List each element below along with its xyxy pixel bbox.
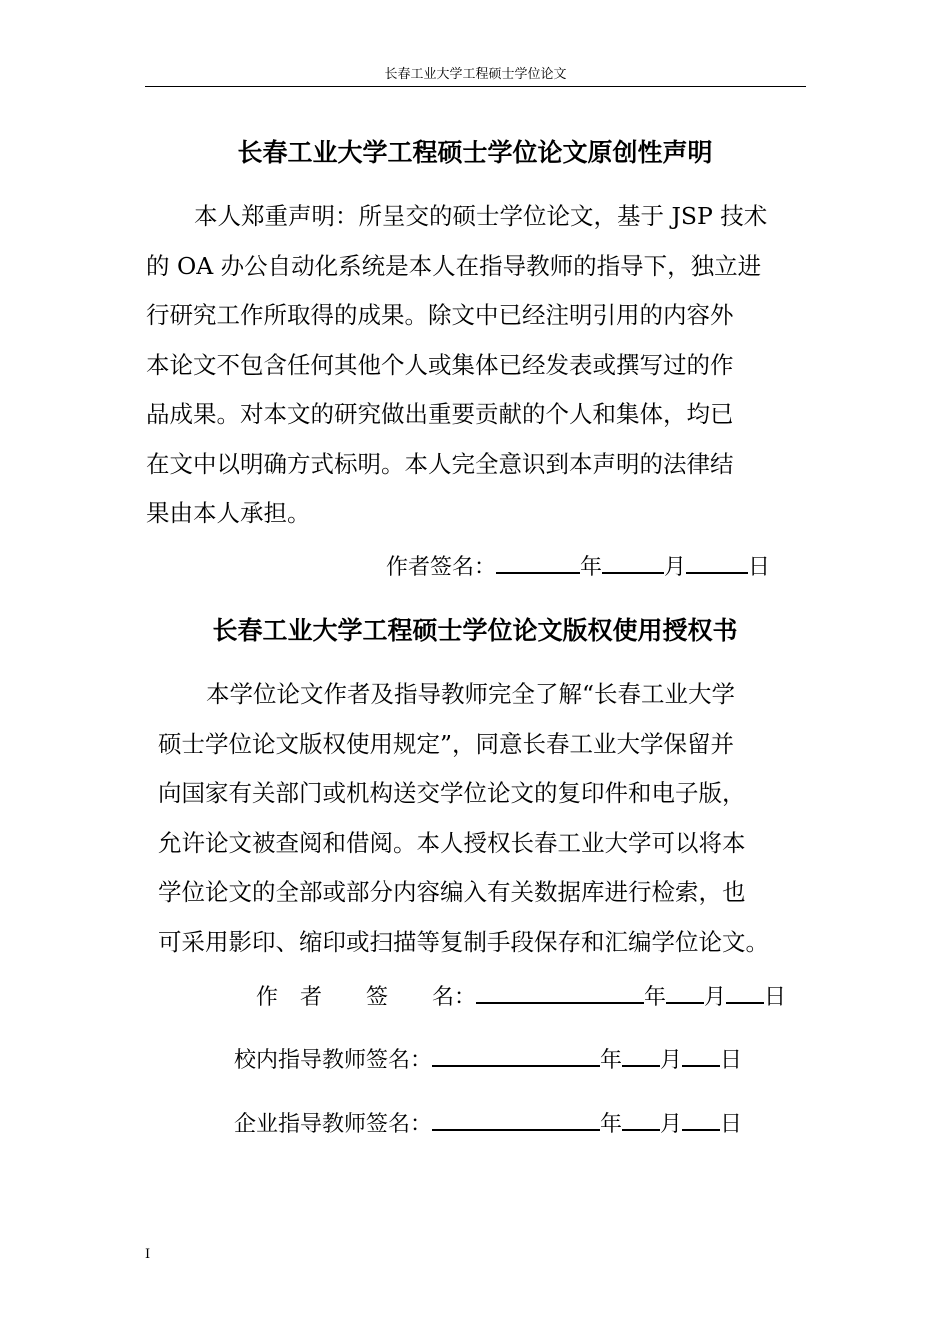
day-blank[interactable] — [726, 980, 764, 1004]
signature-blank[interactable] — [432, 1043, 600, 1067]
declaration-line: 果由本人承担。 — [146, 499, 311, 527]
signature-blank[interactable] — [432, 1107, 600, 1131]
day-label: 日 — [748, 555, 771, 580]
authorization-title: 长春工业大学工程硕士学位论文版权使用授权书 — [212, 616, 738, 645]
header-rule — [145, 86, 806, 87]
declaration-line: 的 OA 办公自动化系统是本人在指导教师的指导下，独立进 — [146, 251, 762, 280]
declaration-title: 长春工业大学工程硕士学位论文原创性声明 — [237, 138, 713, 167]
author-signature-row — [256, 980, 786, 1013]
month-label: 月 — [660, 1112, 683, 1137]
signature-label: 作者签名： — [386, 555, 497, 580]
day-blank[interactable] — [682, 1107, 720, 1131]
month-label: 月 — [704, 985, 727, 1010]
declaration-signature-row — [386, 550, 770, 583]
month-blank[interactable] — [666, 980, 704, 1004]
declaration-line: 行研究工作所取得的成果。除文中已经注明引用的内容外 — [146, 301, 734, 329]
year-blank[interactable] — [602, 550, 664, 574]
authorization-line: 向国家有关部门或机构送交学位论文的复印件和电子版， — [158, 779, 746, 807]
month-label: 月 — [664, 555, 687, 580]
enterprise-supervisor-signature-row — [234, 1107, 742, 1140]
year-label: 年 — [580, 555, 603, 580]
month-label: 月 — [660, 1048, 683, 1073]
declaration-line: 本论文不包含任何其他个人或集体已经发表或撰写过的作 — [146, 350, 734, 379]
signature-blank[interactable] — [496, 550, 580, 574]
day-label: 日 — [720, 1048, 743, 1073]
day-label: 日 — [720, 1112, 743, 1137]
declaration-line: 在文中以明确方式标明。本人完全意识到本声明的法律结 — [146, 449, 734, 478]
internal-supervisor-signature-row — [234, 1043, 742, 1076]
year-label: 年 — [600, 1112, 623, 1137]
declaration-line: 本人郑重声明：所呈交的硕士学位论文，基于 JSP 技术 — [194, 202, 768, 230]
day-blank[interactable] — [682, 1043, 720, 1067]
month-blank[interactable] — [622, 1043, 660, 1067]
year-label: 年 — [600, 1048, 623, 1073]
authorization-line: 允许论文被查阅和借阅。本人授权长春工业大学可以将本 — [158, 828, 746, 857]
month-blank[interactable] — [686, 550, 748, 574]
authorization-paragraph — [158, 670, 808, 967]
running-header: 长春工业大学工程硕士学位论文 — [384, 67, 567, 82]
signature-label: 作 者 签 名： — [256, 985, 477, 1010]
signature-blank[interactable] — [476, 980, 644, 1004]
page-number: I — [145, 1247, 151, 1262]
day-label: 日 — [764, 985, 787, 1010]
authorization-line: 硕士学位论文版权使用规定”，同意长春工业大学保留并 — [158, 729, 735, 758]
year-label: 年 — [644, 985, 667, 1010]
declaration-paragraph — [146, 192, 806, 539]
authorization-line: 学位论文的全部或部分内容编入有关数据库进行检索，也 — [158, 878, 746, 906]
declaration-line: 品成果。对本文的研究做出重要贡献的个人和集体，均已 — [146, 400, 734, 428]
month-blank[interactable] — [622, 1107, 660, 1131]
signature-label: 校内指导教师签名： — [234, 1048, 433, 1073]
authorization-line: 可采用影印、缩印或扫描等复制手段保存和汇编学位论文。 — [158, 927, 769, 956]
signature-label: 企业指导教师签名： — [234, 1112, 433, 1137]
authorization-line: 本学位论文作者及指导教师完全了解“长春工业大学 — [206, 680, 736, 708]
